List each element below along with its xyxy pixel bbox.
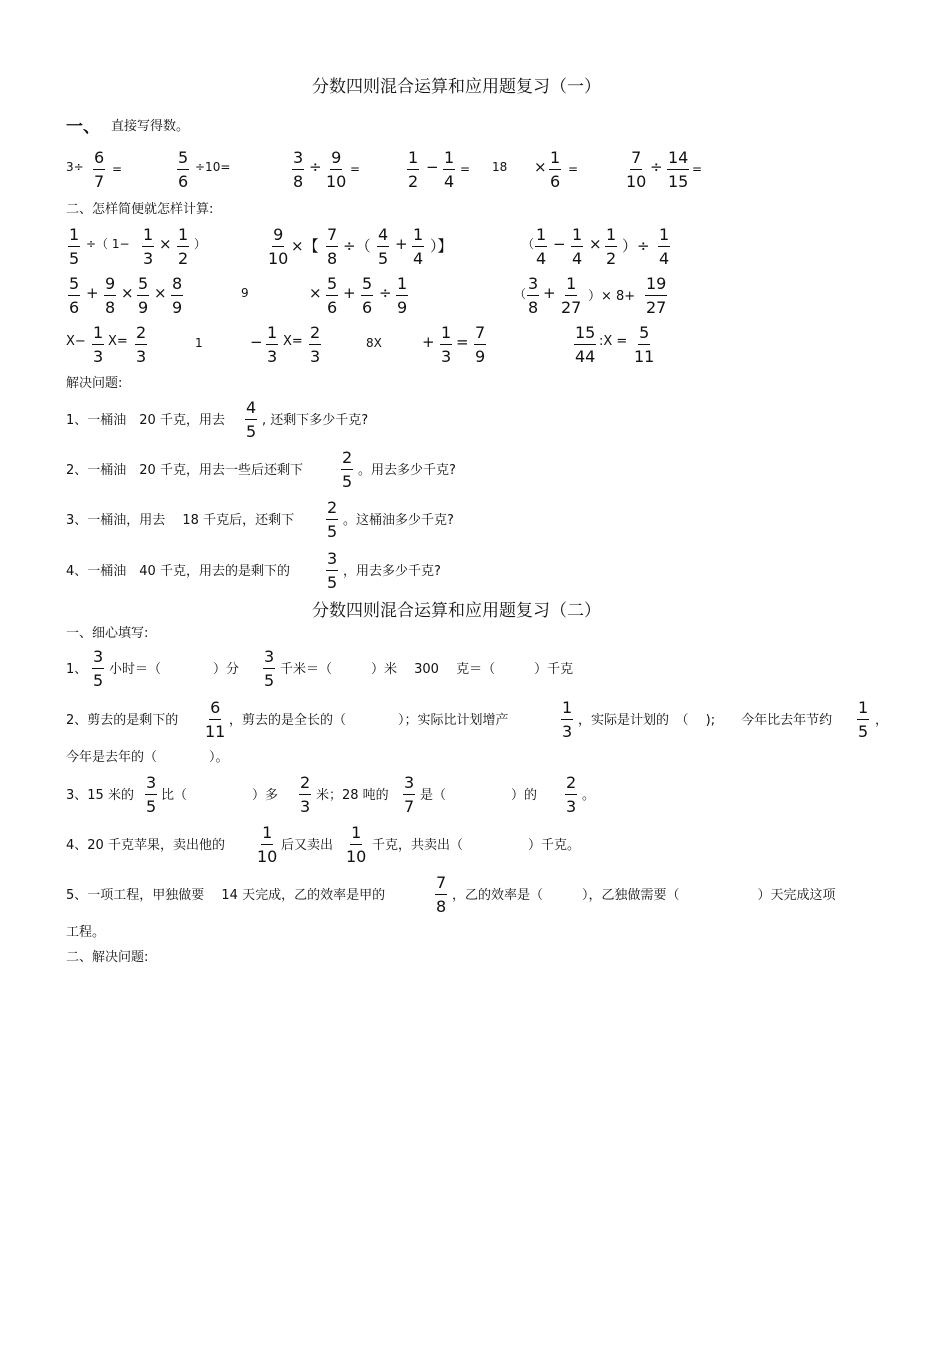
text: − xyxy=(250,333,263,351)
text: − xyxy=(426,158,439,176)
problem-text: ，用去多少千克? xyxy=(343,564,441,579)
text: 1 xyxy=(195,336,203,350)
question-text: 。 xyxy=(582,788,596,803)
text: + xyxy=(543,284,556,302)
text: + xyxy=(422,333,435,351)
question-text: 小时＝（ ）分 xyxy=(109,662,240,677)
text: + xyxy=(86,284,99,302)
problem-text: 2、一桶油 20 千克，用去一些后还剩下 xyxy=(66,463,303,478)
fraction: 1 4 xyxy=(572,225,583,268)
problem-text: 。用去多少千克? xyxy=(358,463,456,478)
fraction: 6 11 xyxy=(205,698,226,741)
section-heading: 解决问题: xyxy=(66,376,123,391)
fraction: 1 3 xyxy=(441,323,452,366)
question-text: 4、20 千克苹果，卖出他的 xyxy=(66,838,225,853)
text: 8X xyxy=(366,336,382,350)
section-number: 一、 xyxy=(66,117,100,137)
text: = xyxy=(350,162,361,176)
fraction: 1 27 xyxy=(561,274,582,317)
text: × xyxy=(589,235,602,253)
text: = xyxy=(112,162,123,176)
question-text: 米；28 吨的 xyxy=(316,788,389,803)
fraction: 3 7 xyxy=(404,773,415,816)
fraction: 6 7 xyxy=(94,148,105,191)
text: = xyxy=(568,162,579,176)
text: × xyxy=(534,158,547,176)
fraction: 1 2 xyxy=(606,225,617,268)
fraction: 2 5 xyxy=(342,448,353,491)
question-text: 2、剪去的是剩下的 xyxy=(66,713,179,728)
page-title-2: 分数四则混合运算和应用题复习（二） xyxy=(312,601,601,621)
fraction: 7 8 xyxy=(436,873,447,916)
text: X= xyxy=(108,334,128,349)
question-text: 比（ ）多 xyxy=(161,788,279,803)
fraction: 1 5 xyxy=(69,225,80,268)
text: ÷ xyxy=(309,158,322,176)
fraction: 3 5 xyxy=(327,549,338,592)
fraction: 1 9 xyxy=(397,274,408,317)
fraction: 1 3 xyxy=(93,323,104,366)
fraction: 2 3 xyxy=(310,323,321,366)
fraction: 5 6 xyxy=(362,274,373,317)
question-text: 今年是去年的（ ）。 xyxy=(66,750,229,765)
problem-text: 4、一桶油 40 千克，用去的是剩下的 xyxy=(66,564,290,579)
question-text: 3、15 米的 xyxy=(66,788,134,803)
text: ×【 xyxy=(291,237,319,255)
text: ÷（ 1− xyxy=(86,237,130,251)
fraction: 1 4 xyxy=(444,148,455,191)
text: X− xyxy=(66,334,86,349)
fraction: 3 5 xyxy=(93,647,104,690)
fraction: 3 8 xyxy=(528,274,539,317)
fraction: 1 2 xyxy=(408,148,419,191)
fraction: 5 11 xyxy=(634,323,655,366)
fraction: 8 9 xyxy=(172,274,183,317)
fraction: 7 10 xyxy=(626,148,647,191)
problem-text: 1、一桶油 20 千克，用去 xyxy=(66,413,225,428)
fraction: 1 4 xyxy=(413,225,424,268)
text: + xyxy=(343,284,356,302)
text: （ xyxy=(514,287,527,301)
section-heading: 直接写得数。 xyxy=(111,119,190,134)
section-heading: 二、怎样简便就怎样计算: xyxy=(66,202,214,217)
fraction: 3 8 xyxy=(293,148,304,191)
text: × xyxy=(159,235,172,253)
fraction: 2 5 xyxy=(327,498,338,541)
fraction: 1 10 xyxy=(346,823,367,866)
fraction: 19 27 xyxy=(646,274,667,317)
fraction: 1 5 xyxy=(858,698,869,741)
text: ÷（ xyxy=(343,237,371,255)
fraction: 5 6 xyxy=(178,148,189,191)
text: × xyxy=(154,284,167,302)
fraction: 2 3 xyxy=(566,773,577,816)
fraction: 4 5 xyxy=(378,225,389,268)
fraction: 2 3 xyxy=(136,323,147,366)
text: + xyxy=(395,235,408,253)
fraction: 5 6 xyxy=(327,274,338,317)
text: ÷10= xyxy=(195,160,231,174)
text: − xyxy=(553,235,566,253)
fraction: 5 6 xyxy=(69,274,80,317)
section-heading: 二、解决问题: xyxy=(66,950,149,965)
text: 18 xyxy=(492,160,508,174)
text: ÷ xyxy=(379,284,392,302)
question-text: ，剪去的是全长的（ ）；实际比计划增产 xyxy=(229,713,509,728)
text: X= xyxy=(283,334,303,349)
text: ）× 8+ xyxy=(588,289,636,304)
fraction: 9 10 xyxy=(268,225,289,268)
text: ） xyxy=(194,237,207,251)
fraction: 15 44 xyxy=(575,323,596,366)
text: ）÷ xyxy=(622,237,650,255)
problem-text: 3、一桶油，用去 18 千克后，还剩下 xyxy=(66,513,295,528)
text: = xyxy=(456,333,469,351)
fraction: 3 5 xyxy=(146,773,157,816)
text: （ xyxy=(522,237,535,251)
text: ）】 xyxy=(430,237,453,255)
text: 3÷ xyxy=(66,160,84,174)
page-title-1: 分数四则混合运算和应用题复习（一） xyxy=(312,77,601,97)
fraction: 1 3 xyxy=(562,698,573,741)
fraction: 1 6 xyxy=(550,148,561,191)
text: × xyxy=(309,284,322,302)
question-text: 1、 xyxy=(66,662,88,677)
fraction: 1 4 xyxy=(659,225,670,268)
question-text: 千克，共卖出（ ）千克。 xyxy=(372,838,581,853)
text: = xyxy=(460,162,471,176)
text: :X = xyxy=(599,334,628,349)
question-text: 是（ ）的 xyxy=(420,788,538,803)
question-text: 后又卖出 xyxy=(281,838,334,853)
question-text: 千米＝（ ）米 300 克＝（ ）千克 xyxy=(280,662,574,677)
fraction: 7 8 xyxy=(327,225,338,268)
fraction: 5 9 xyxy=(138,274,149,317)
question-text: ，乙的效率是（ ），乙独做需要（ ）天完成这项 xyxy=(452,888,836,903)
question-text: 5、一项工程，甲独做要 14 天完成，乙的效率是甲的 xyxy=(66,888,386,903)
fraction: 7 9 xyxy=(475,323,486,366)
fraction: 2 3 xyxy=(300,773,311,816)
problem-text: 。这桶油多少千克? xyxy=(343,513,454,528)
question-text: ，实际是计划的 （ ); 今年比去年节约 xyxy=(578,713,833,728)
fraction: 1 3 xyxy=(267,323,278,366)
problem-text: , 还剩下多少千克? xyxy=(262,413,369,428)
text: = xyxy=(692,162,703,176)
fraction: 3 5 xyxy=(264,647,275,690)
section-heading: 一、细心填写: xyxy=(66,626,149,641)
text: ÷ xyxy=(650,158,663,176)
fraction: 9 10 xyxy=(326,148,347,191)
fraction: 1 10 xyxy=(257,823,278,866)
fraction: 1 2 xyxy=(178,225,189,268)
fraction: 14 15 xyxy=(668,148,689,191)
fraction: 4 5 xyxy=(246,398,257,441)
fraction: 1 3 xyxy=(143,225,154,268)
fraction: 9 8 xyxy=(105,274,116,317)
question-text: 工程。 xyxy=(66,925,106,940)
fraction: 1 4 xyxy=(536,225,547,268)
question-text: ， xyxy=(875,713,889,728)
text: × xyxy=(121,284,134,302)
text: 9 xyxy=(241,286,249,300)
